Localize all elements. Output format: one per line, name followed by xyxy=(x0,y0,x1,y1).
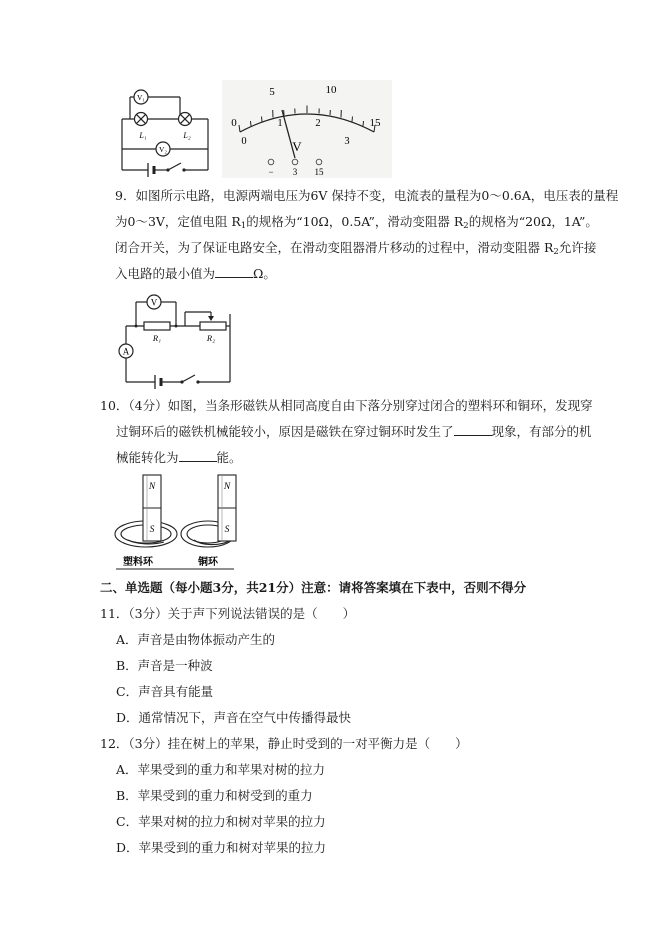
q9-answer-blank[interactable] xyxy=(215,266,253,278)
question-11 xyxy=(100,606,620,726)
q10-answer-blank-2[interactable] xyxy=(179,450,217,462)
q9-line2-c: 的规格为“20Ω，1A”。 xyxy=(468,214,598,229)
v1-label: V₁ xyxy=(136,93,146,102)
q10-line3-b: 能。 xyxy=(216,450,242,465)
question-10 xyxy=(100,398,640,470)
r2-label: R₂ xyxy=(206,333,216,343)
circuit-diagram-lamps xyxy=(112,82,216,178)
copper-ring-caption: 铜环 xyxy=(198,557,218,568)
q10-number: 10． xyxy=(100,398,129,413)
q9-sub-r2: 2 xyxy=(463,221,469,231)
q9-line1: 如图所示电路，电源两端电压为6V 保持不变，电流表的量程为0～0.6A，电压表的量程 xyxy=(135,188,619,203)
plastic-ring-caption: 塑料环 xyxy=(123,557,153,568)
q12-option-d[interactable]: D．苹果受到的重力和树对苹果的拉力 xyxy=(116,840,327,855)
q9-line2-a: 为0～3V，定值电阻 R xyxy=(115,214,241,229)
q9-sub-r2b: 2 xyxy=(553,247,559,257)
ammeter-symbol-label: A xyxy=(122,346,130,357)
q11-option-a[interactable]: A．声音是由物体振动产生的 xyxy=(116,632,276,647)
q9-line4-a: 入电路的最小值为 xyxy=(115,266,216,281)
q10-line1: （4分）如图，当条形磁铁从相同高度自由下落分别穿过闭合的塑料环和铜环，发现穿 xyxy=(128,398,593,413)
voltmeter-dial xyxy=(222,80,392,178)
q10-line3-a: 械能转化为 xyxy=(116,450,179,465)
q12-option-a[interactable]: A．苹果受到的重力和苹果对树的拉力 xyxy=(116,762,326,777)
top-scale-0: 0 xyxy=(231,117,237,129)
magnet-right-n: N xyxy=(223,482,231,492)
r1-label: R₁ xyxy=(152,333,162,343)
section-2-heading: 二、单选题（每小题3分，共21分）注意：请将答案填在下表中，否则不得分 xyxy=(100,580,527,595)
bottom-scale-1: 1 xyxy=(277,118,283,129)
magnet-rings-diagram xyxy=(112,470,238,570)
l1-label: L₁ xyxy=(139,131,147,140)
q10-line2-a: 过铜环后的磁铁机械能较小，原因是磁铁在穿过铜环时发生了 xyxy=(116,424,454,439)
terminal-3: 3 xyxy=(292,167,298,177)
q9-number: 9． xyxy=(115,188,136,203)
voltmeter-unit: V xyxy=(292,139,302,154)
q12-option-c[interactable]: C．苹果对树的拉力和树对苹果的拉力 xyxy=(116,814,326,829)
bottom-scale-2: 2 xyxy=(315,118,321,129)
q11-option-c[interactable]: C．声音具有能量 xyxy=(116,684,214,699)
bottom-scale-0: 0 xyxy=(241,136,247,147)
q10-answer-blank-1[interactable] xyxy=(454,424,492,436)
bottom-scale-3: 3 xyxy=(344,136,350,147)
v2-label: V₂ xyxy=(158,145,168,154)
q9-line2-b: 的规格为“10Ω，0.5A”，滑动变阻器 R xyxy=(246,214,464,229)
top-scale-15: 15 xyxy=(369,117,381,129)
q11-number: 11． xyxy=(100,606,129,621)
q10-line2-b: 现象，有部分的机 xyxy=(491,424,592,439)
magnet-left-n: N xyxy=(148,482,156,492)
q9-sub-r1: 1 xyxy=(240,221,247,231)
top-scale-10: 10 xyxy=(325,84,337,96)
circuit-diagram-resistors xyxy=(112,292,240,390)
q11-stem: （3分）关于声下列说法错误的是（ ） xyxy=(128,606,356,621)
q9-line3-b: 允许接 xyxy=(558,240,597,255)
l2-label: L₂ xyxy=(183,131,191,140)
magnet-left-s: S xyxy=(149,525,155,535)
terminal-minus: − xyxy=(268,167,274,177)
terminal-15: 15 xyxy=(314,167,324,177)
q9-line3-a: 闭合开关，为了保证电路安全，在滑动变阻器滑片移动的过程中，滑动变阻器 R xyxy=(115,240,554,255)
q12-stem: （3分）挂在树上的苹果，静止时受到的一对平衡力是（ ） xyxy=(128,736,468,751)
q11-option-b[interactable]: B．声音是一种波 xyxy=(116,658,213,673)
voltmeter-symbol-label: V xyxy=(150,297,158,308)
q9-line4-b: Ω。 xyxy=(253,266,276,281)
q12-number: 12． xyxy=(100,736,129,751)
q11-option-d[interactable]: D．通常情况下，声音在空气中传播得最快 xyxy=(116,710,352,725)
q12-option-b[interactable]: B．苹果受到的重力和树受到的重力 xyxy=(116,788,313,803)
top-scale-5: 5 xyxy=(269,86,275,98)
question-12 xyxy=(100,736,620,856)
question-9 xyxy=(115,188,635,288)
magnet-right-s: S xyxy=(224,525,230,535)
